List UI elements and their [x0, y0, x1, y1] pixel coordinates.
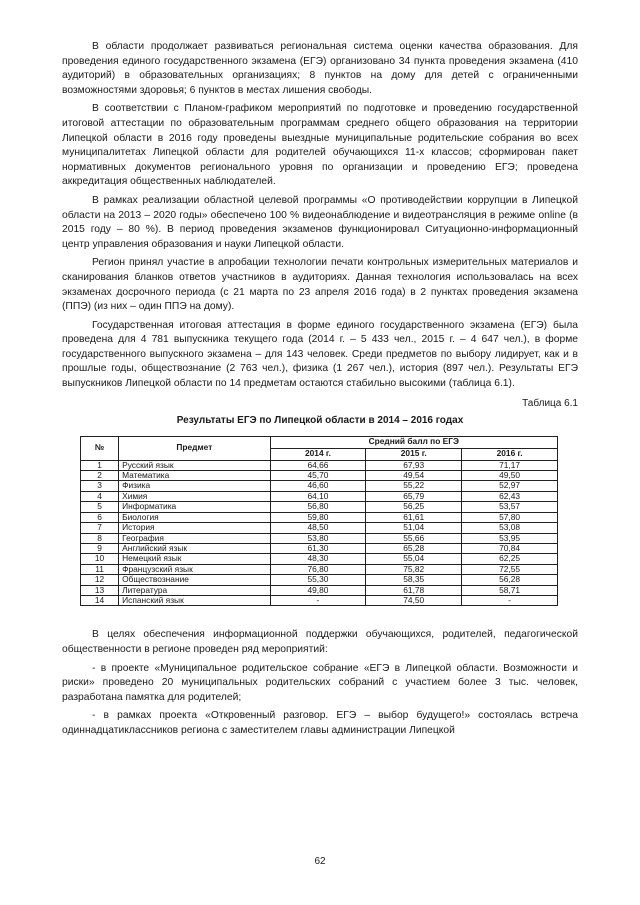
- row-score-2015: 49,54: [366, 471, 462, 481]
- row-score-2015: 61,61: [366, 512, 462, 522]
- row-score-2014: 56,80: [270, 502, 366, 512]
- column-group-average-score: Средний балл по ЕГЭ: [270, 436, 557, 448]
- row-subject: Французский язык: [119, 564, 270, 574]
- row-subject: География: [119, 533, 270, 543]
- table-row: [81, 460, 558, 470]
- table-title: Результаты ЕГЭ по Липецкой области в 2014 – 2016 годах: [176, 414, 464, 426]
- row-number: 13: [81, 585, 119, 595]
- paragraph-parent-meetings: - в проекте «Муниципальное родительское собрание «ЕГЭ в Липецкой области. Возможности и риски» проведено 20 муниципальных родительских собраний с участием более 3 тыс. человек, разработана памятка для родителей;: [62, 662, 578, 703]
- row-score-2016: 70,84: [462, 543, 558, 553]
- row-score-2016: 53,57: [462, 502, 558, 512]
- row-score-2015: 55,22: [366, 481, 462, 491]
- row-number: 10: [81, 554, 119, 564]
- row-subject: Математика: [119, 471, 270, 481]
- row-score-2016: -: [462, 595, 558, 605]
- row-score-2015: 67,93: [366, 460, 462, 470]
- section-after-table: [62, 628, 578, 738]
- column-header-number: №: [81, 436, 119, 460]
- row-score-2014: -: [270, 595, 366, 605]
- row-subject: Немецкий язык: [119, 554, 270, 564]
- row-score-2015: 61,78: [366, 585, 462, 595]
- row-score-2016: 53,08: [462, 523, 558, 533]
- column-header-2016: 2016 г.: [462, 448, 558, 460]
- row-subject: Испанский язык: [119, 595, 270, 605]
- row-subject: История: [119, 523, 270, 533]
- row-subject: Информатика: [119, 502, 270, 512]
- row-score-2015: 56,25: [366, 502, 462, 512]
- row-score-2014: 64,66: [270, 460, 366, 470]
- table-row: [81, 575, 558, 585]
- row-score-2016: 72,55: [462, 564, 558, 574]
- table-row: [81, 564, 558, 574]
- row-score-2014: 64,10: [270, 491, 366, 501]
- row-number: 8: [81, 533, 119, 543]
- row-score-2014: 61,30: [270, 543, 366, 553]
- row-subject: Английский язык: [119, 543, 270, 553]
- table-row: [81, 595, 558, 605]
- row-score-2014: 46,60: [270, 481, 366, 491]
- row-score-2015: 75,82: [366, 564, 462, 574]
- row-score-2016: 56,28: [462, 575, 558, 585]
- row-subject: Литература: [119, 585, 270, 595]
- paragraph-assessment-system: В области продолжает развиваться региональная система оценки качества образования. Для проведения единого государственного экзамена (ЕГЭ) организовано 34 пункта проведения экзамена (410 аудиторий) в образовательных организациях; 8 пунктов на дому для детей с ограниченными возможностями здоровья; 6 пунктов в местах лишения свободы.: [62, 41, 578, 96]
- table-row: [81, 533, 558, 543]
- row-score-2015: 65,28: [366, 543, 462, 553]
- row-score-2016: 53,95: [462, 533, 558, 543]
- table-row: [81, 491, 558, 501]
- row-score-2015: 55,66: [366, 533, 462, 543]
- row-score-2016: 62,25: [462, 554, 558, 564]
- paragraph-frank-talk: - в рамках проекта «Откровенный разговор. ЕГЭ – выбор будущего!» состоялась встреча одиннадцатиклассников региона с заместителем главы администрации Липецкой: [62, 710, 578, 736]
- column-header-2014: 2014 г.: [270, 448, 366, 460]
- row-score-2015: 55,04: [366, 554, 462, 564]
- table-row: [81, 471, 558, 481]
- paragraph-printing-technology: Регион принял участие в апробации технологии печати контрольных измерительных материалов и сканирования бланков ответов участников в аудиториях. Данная технология использовалась на всех экзаменах досрочного периода (с 21 марта по 23 апреля 2016 года) в 2 пунктах проведения экзамена (ППЭ) (из них – один ППЭ на дому).: [62, 257, 578, 313]
- row-number: 12: [81, 575, 119, 585]
- row-score-2016: 52,97: [462, 481, 558, 491]
- row-score-2016: 62,43: [462, 491, 558, 501]
- column-header-2015: 2015 г.: [366, 448, 462, 460]
- row-score-2014: 45,70: [270, 471, 366, 481]
- paragraph-anticorruption: В рамках реализации областной целевой программы «О противодействии коррупции в Липецкой области на 2013 – 2020 годы» обеспечено 100 % видеонаблюдение и видеотрансляция в режиме online (в 2015 году – 80 %). В период проведения экзаменов функционировал Ситуационно-информационный центр управления образования и науки Липецкой области.: [62, 194, 578, 250]
- table-row: [81, 512, 558, 522]
- row-score-2015: 74,50: [366, 595, 462, 605]
- row-score-2016: 57,80: [462, 512, 558, 522]
- table-row: [81, 585, 558, 595]
- row-score-2014: 55,30: [270, 575, 366, 585]
- row-number: 1: [81, 460, 119, 470]
- row-number: 11: [81, 564, 119, 574]
- row-score-2014: 48,30: [270, 554, 366, 564]
- row-score-2014: 48,50: [270, 523, 366, 533]
- row-subject: Химия: [119, 491, 270, 501]
- row-score-2014: 49,80: [270, 585, 366, 595]
- row-score-2016: 49,50: [462, 471, 558, 481]
- row-score-2016: 58,71: [462, 585, 558, 595]
- row-number: 9: [81, 543, 119, 553]
- results-table: [80, 436, 558, 607]
- row-score-2015: 58,35: [366, 575, 462, 585]
- row-number: 14: [81, 595, 119, 605]
- table-row: [81, 523, 558, 533]
- column-header-subject: Предмет: [119, 436, 270, 460]
- row-score-2014: 59,80: [270, 512, 366, 522]
- page-number: 62: [314, 856, 326, 867]
- row-number: 4: [81, 491, 119, 501]
- row-subject: Обществознание: [119, 575, 270, 585]
- row-number: 3: [81, 481, 119, 491]
- table-label: Таблица 6.1: [522, 397, 578, 409]
- table-row: [81, 554, 558, 564]
- row-score-2015: 51,04: [366, 523, 462, 533]
- row-number: 7: [81, 523, 119, 533]
- row-subject: Русский язык: [119, 460, 270, 470]
- row-score-2016: 71,17: [462, 460, 558, 470]
- row-score-2014: 76,80: [270, 564, 366, 574]
- row-number: 2: [81, 471, 119, 481]
- row-number: 6: [81, 512, 119, 522]
- table-row: [81, 481, 558, 491]
- table-body: [81, 460, 558, 606]
- paragraph-plan-schedule: В соответствии с Планом-графиком мероприятий по подготовке и проведению государственной итоговой аттестации по образовательным программам среднего общего образования на территории Липецкой области в 2016 году проведены выездные муниципальные родительские собрания во всех муниципалитетах Липецкой области для родителей обучающихся 11-х классов; сформирован пакет нормативных документов регионального уровня по организации и проведению ЕГЭ; проведена аккредитация общественных наблюдателей.: [62, 103, 578, 188]
- table-row: [81, 502, 558, 512]
- row-score-2014: 53,80: [270, 533, 366, 543]
- paragraph-info-support: В целях обеспечения информационной поддержки обучающихся, родителей, педагогической общественности в регионе проведен ряд мероприятий:: [62, 629, 578, 655]
- document-page: [62, 40, 578, 743]
- row-subject: Физика: [119, 481, 270, 491]
- row-number: 5: [81, 502, 119, 512]
- row-score-2015: 65,79: [366, 491, 462, 501]
- row-subject: Биология: [119, 512, 270, 522]
- table-row: [81, 543, 558, 553]
- paragraph-exam-statistics: Государственная итоговая аттестация в форме единого государственного экзамена (ЕГЭ) была проведена для 4 781 выпускника текущего года (2014 г. – 5 433 чел., 2015 г. – 4 647 чел.), в форме государственного выпускного экзамена – для 143 человек. Среди предметов по выбору лидирует, как и в прошлые годы, обществознание (2 763 чел.), физика (1 267 чел.), история (897 чел.). Результаты ЕГЭ выпускников Липецкой области по 14 предметам остаются стабильно высокими (таблица 6.1).: [62, 319, 578, 390]
